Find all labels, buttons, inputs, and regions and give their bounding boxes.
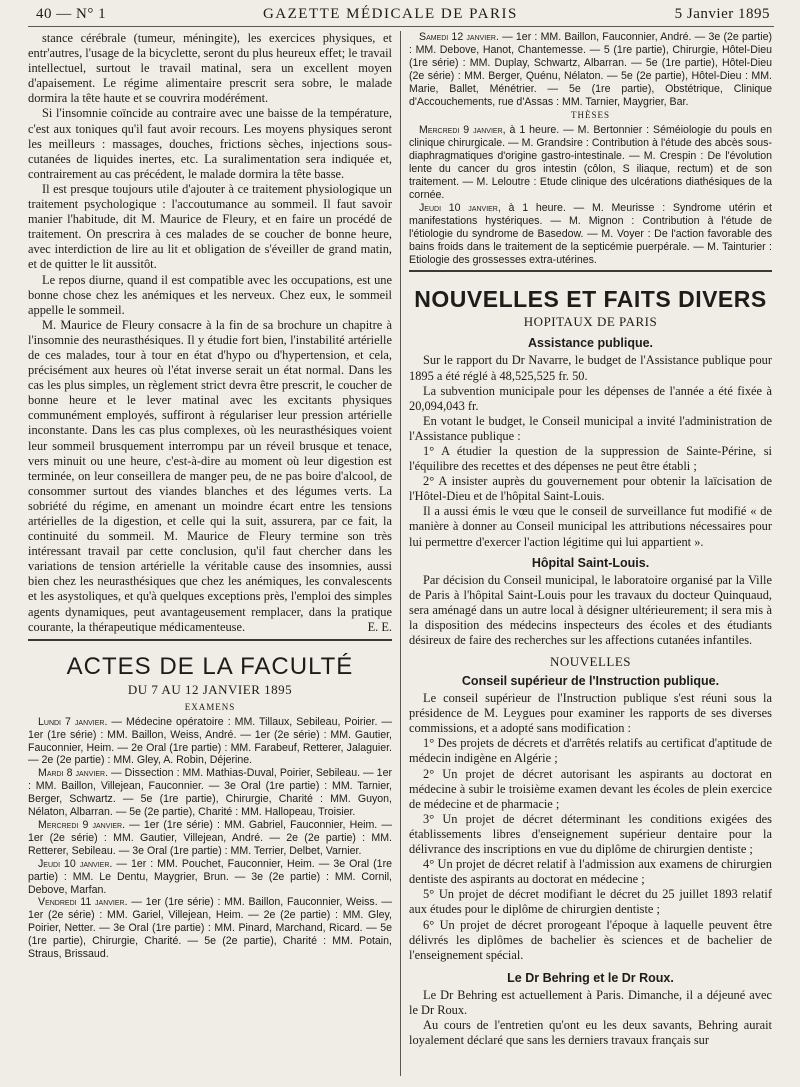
paragraph: Le conseil supérieur de l'Instruction publique s'est réuni sous la présidence de M. Leygues pour examiner les rapports de ses diverses commissions, et a adopté sans modification : [409,691,772,736]
paragraph: 1° A étudier la question de la suppression de Sainte-Périne, si l'équilibre des recettes et des dépenses ne peut être établi ; [409,443,772,474]
thesis-entry [409,124,772,201]
theses-label: THÈSES [570,110,610,121]
examens-label: EXAMENS [184,701,236,712]
exam-entry [28,819,392,858]
paragraph: En votant le budget, le Conseil municipal a invité l'administration de l'Assistance publique : [409,413,772,443]
exam-day: Jeudi 10 janvier. [38,857,113,870]
page-number: 40 — N° 1 [36,6,107,22]
section-rule [409,270,772,272]
journal-title: GAZETTE MÉDICALE DE PARIS [262,6,518,22]
exam-day: Vendredi 11 janvier. [38,896,128,909]
actes-title: ACTES DE LA FACULTÉ [66,652,354,680]
saint-louis-heading: Hôpital Saint-Louis. [531,555,650,570]
paragraph: Il est presque toujours utile d'ajouter à ce traitement physiologique un traitement psychologique : l'accoutumance au sommeil. Il faut savoir manier l'habitude, dit M. Maurice de Fleury, et en faire un procédé de traitement. On prescrira à ces malades de se coucher de bonne heure, avec interdiction de lire au lit et obligation de s'éveiller de grand matin, et de quitter le lit aussitôt. [28,181,392,272]
conseil-heading: Conseil supérieur de l'Instruction publique. [461,674,720,689]
right-column [400,31,772,1076]
paragraph: Si l'insomnie coïncide au contraire avec une baisse de la température, c'est aux toniques qu'il faut avoir recours. Les moyens physiques seront les meilleurs : massages, douches, frictions sèches, injections sous-cutanées de liquides inertes, etc. La suralimentation sera indiquée et, contrairement au cas précédent, le malade dormira la tête basse. [28,106,392,181]
left-column [28,31,400,1076]
article-signature: E. E. [367,619,392,634]
exam-day: Lundi 7 janvier. [38,715,108,728]
exam-text: — 1er : MM. Pouchet, Fauconnier, Heim. — 3e Oral (1re partie) : MM. Le Dentu, Maygrier, Brun. — 3e (2e partie) : MM. Cornil, Debove, Marfan. [28,857,392,896]
thesis-text: à 1 heure. — M. Bertonnier : Séméiologie du pouls en clinique chirurgicale. — M. Grandsire : Contribution à l'étude des abcès sous-diaphragmatiques d'origine gastro-intestinale. — M. Crespin : De l'évolution lente du cancer du gros intestin (côlon, S iliaque, rectum) et de son traitement. — M. Leloutre : Etude clinique des ulcérations diathésiques de la cornée. [409,124,772,201]
assistance-heading: Assistance publique. [527,336,654,351]
paragraph-text: M. Maurice de Fleury consacre à la fin de sa brochure un chapitre à l'insomnie des neurasthésiques. Il y étudie fort bien, l'instabilité artérielle de ces malades, tour à tour en état d'hypo ou d'hypertension, et cela, précisément aux heures où l'état inverse serait un état normal. Dans les cas les plus simples, un règlement strict devra être prescrit, le coucher de bonne heure et le lever matinal avec les excitants physiques communément employés, suffiront à régulariser leur pression artérielle inconstante. Dans les cas plus complexes, où les neurasthésiques voient leur sommeil brusquement interrompu par un réveil brusque et tenace, vers minuit ou une heure, c'est-à-dire au moment où leur digestion est terminée, on leur conseillera de manger peu, de ne pas boire d'alcool, de consommer surtout des viandes blanches et des légumes verts. La sobriété du régime, en amenant un moindre écart entre les tensions artérielles de la digestion, et celle qui la suit, assurera, par ce fait, la continuité du sommeil. M. Maurice de Fleury termine son très intéressant travail par cette conclusion, qu'il faut chercher dans les variations de tension artérielle la véritable cause des insomnies, aussi bien chez les neurasthésiques que chez les anémiques, les convalescents et les asystoliques, et qu'à quelques exceptions près, l'emploi des simples agents dynamiques, peut avantageusement remplacer, dans la pratique courante, la thérapeutique médicamenteuse. [28,317,392,634]
paragraph: 5° Un projet de décret modifiant le décret du 25 juillet 1893 relatif aux études pour le diplôme de chirurgien dentiste ; [409,887,772,917]
paragraph: La subvention municipale pour les dépenses de l'année a été fixée à 20,094,043 fr. [409,383,772,413]
paragraph [28,318,392,635]
thesis-entry [409,202,772,267]
exam-text: — 1er (1re série) : MM. Gabriel, Fauconnier, Heim. — 1er (2e série) : MM. Gautier, Villejean, André. — 2e (2e partie) : MM. Retterer, Sebileau. — 3e Oral (1re partie) : MM. Terrier, Delbet, Varnier. [28,819,392,857]
exam-entry [409,31,772,108]
paragraph: 2° Un projet de décret autorisant les aspirants au doctorat en médecine à subir le troisième examen devant les écoles de plein exercice de médecine et de pharmacie ; [409,766,772,811]
issue-date: 5 Janvier 1895 [674,6,770,22]
thesis-day: Mercredi 9 janvier, [419,124,506,137]
exam-text: — 1er : MM. Baillon, Fauconnier, André. — 3e (2e partie) : MM. Debove, Hanot, Chantemesse. — 5 (1re partie), Chirurgie, Hôtel-Dieu (1re série) : MM. Duplay, Schwartz, Albarran. — 5e (1re partie), Hôtel-Dieu (2e série) : MM. Berger, Quénu, Nélaton. — 5e (2e partie), Hôtel-Dieu : MM. Marie, Ballet, Ménétrier. — 5e (1re partie), Obstétrique, Clinique d'Accouchements, rue d'Assas : MM. Tarnier, Maygrier, Bar. [409,31,772,108]
exam-list [409,31,772,108]
thesis-day: Jeudi 10 janvier, [419,201,501,214]
paragraph: Il a aussi émis le vœu que le conseil de surveillance fut modifié « de manière à donner au Conseil municipal les attributions nécessaires pour lui permettre d'exercer l'action légitime qui lui appartient ». [409,504,772,549]
exam-text: — Dissection : MM. Mathias-Duval, Poirier, Sebileau. — 1er : MM. Baillon, Villejean, Fauconnier. — 3e Oral (1re partie) : MM. Tarnier, Berger, Schwartz. — 5e (1re partie), Chirurgie, Charité : MM. Guyon, Nélaton, Albarran. — 5e (2e partie), Charité : MM. Hallopeau, Troisier. [28,767,392,819]
behring-heading: Le Dr Behring et le Dr Roux. [507,970,674,985]
nouvelles-label: NOUVELLES [549,654,632,670]
thesis-text: à 1 heure. — M. Meurisse : Syndrome utérin et manifestations hystériques. — M. Mignon : Contribution à l'étude de l'étiologie du syndrome de Basedow. — M. Voyer : De l'action favorable des bains froids dans le traitement de la septicémie puerpérale. — M. Tainturier : Etiologie des grossesses extra-utérines. [409,201,772,266]
paragraph: stance cérébrale (tumeur, méningite), les exercices physiques, et entr'autres, l'usage de la bicyclette, seront du plus heureux effet; le travail intellectuel, surtout le travail matinal, sera un excellent moyen d'apaisement. Le régime alimentaire prescrit sera sobre, le malade dormira la tête haute et se couvrira modérément. [28,31,392,106]
section-rule [28,639,392,641]
exam-day: Samedi 12 janvier. [419,31,499,43]
exam-text: — Médecine opératoire : MM. Tillaux, Sebileau, Poirier. — 1er (1re série) : MM. Baillon, Weiss, André. — 1er (2e série) : MM. Gautier, Fauconnier, Heim. — 2e Oral (1re partie) : MM. Farabeuf, Retterer, Jalaguier. — 2e (2e partie) : MM. Gley, A. Robin, Déjerine. [28,715,392,767]
paragraph: Au cours de l'entretien qu'ont eu les deux savants, Behring aurait loyalement déclaré que sans les derniers travaux français sur [409,1017,772,1048]
theses-list [409,124,772,266]
nouvelles-title: NOUVELLES ET FAITS DIVERS [414,286,767,313]
paragraph: 4° Un projet de décret relatif à l'admission aux examens de chirurgien dentiste des aspirants au doctorat en médecine ; [409,857,772,887]
paragraph: Le repos diurne, quand il est compatible avec les occupations, est une bonne chose chez les anémiques et les nerveux. Chez eux, le sommeil appelle le sommeil. [28,272,392,317]
page-header [28,6,774,27]
paragraph: 1° Des projets de décrets et d'arrêtés relatifs au certificat d'aptitude de médecin indigène en Algérie ; [409,736,772,766]
paragraph: Le Dr Behring est actuellement à Paris. Dimanche, il a déjeuné avec le Dr Roux. [409,987,772,1017]
exam-day: Mercredi 9 janvier. [38,819,126,831]
exam-entry [28,858,392,897]
exam-entry [28,716,392,768]
exam-text: — 1er (1re série) : MM. Baillon, Fauconnier, Weiss. — 1er (2e série) : MM. Gariel, Villejean, Heim. — 2e (2e partie) : MM. Gley, Poirier, Netter. — 3e Oral (1re partie) : MM. Pinard, Marchand, Ricard. — 5e (1re partie), Chirurgie, Charité. — 5e (2e partie), Charité : MM. Potain, Straus, Brissaud. [28,896,392,961]
hopitaux-title: HOPITAUX DE PARIS [523,314,658,330]
paragraph: 2° A insister auprès du gouvernement pour obtenir la laïcisation de l'Hôtel-Dieu et de l'hôpital Saint-Louis. [409,474,772,504]
exam-list [28,716,392,961]
exam-entry [28,767,392,819]
paragraph: 3° Un projet de décret déterminant les conditions exigées des établissements libres d'enseignement supérieur dentaire pour la délivrance des inscriptions en vue du diplôme de chirurgien dentiste ; [409,811,772,857]
paragraph: Sur le rapport du Dr Navarre, le budget de l'Assistance publique pour 1895 a été réglé à 48,525,525 fr. 50. [409,353,772,383]
paragraph: Par décision du Conseil municipal, le laboratoire organisé par la Ville de Paris à l'hôpital Saint-Louis pour les travaux du docteur Quinquaud, sera aménagé dans un autre local à désigner ultérieurement; il sera mis à la disposition des médecins inspecteurs des écoles et des étudiants désireux de faire des recherches sur les affections cutanées infantiles. [409,572,772,647]
exam-day: Mardi 8 janvier. [38,767,109,780]
actes-subtitle: DU 7 AU 12 JANVIER 1895 [127,681,293,697]
exam-entry [28,896,392,961]
paragraph: 6° Un projet de décret prorogeant l'époque à laquelle peuvent être délivrés les diplômes de bachelier ès sciences et de bachelier de l'enseignement spécial. [409,917,772,962]
